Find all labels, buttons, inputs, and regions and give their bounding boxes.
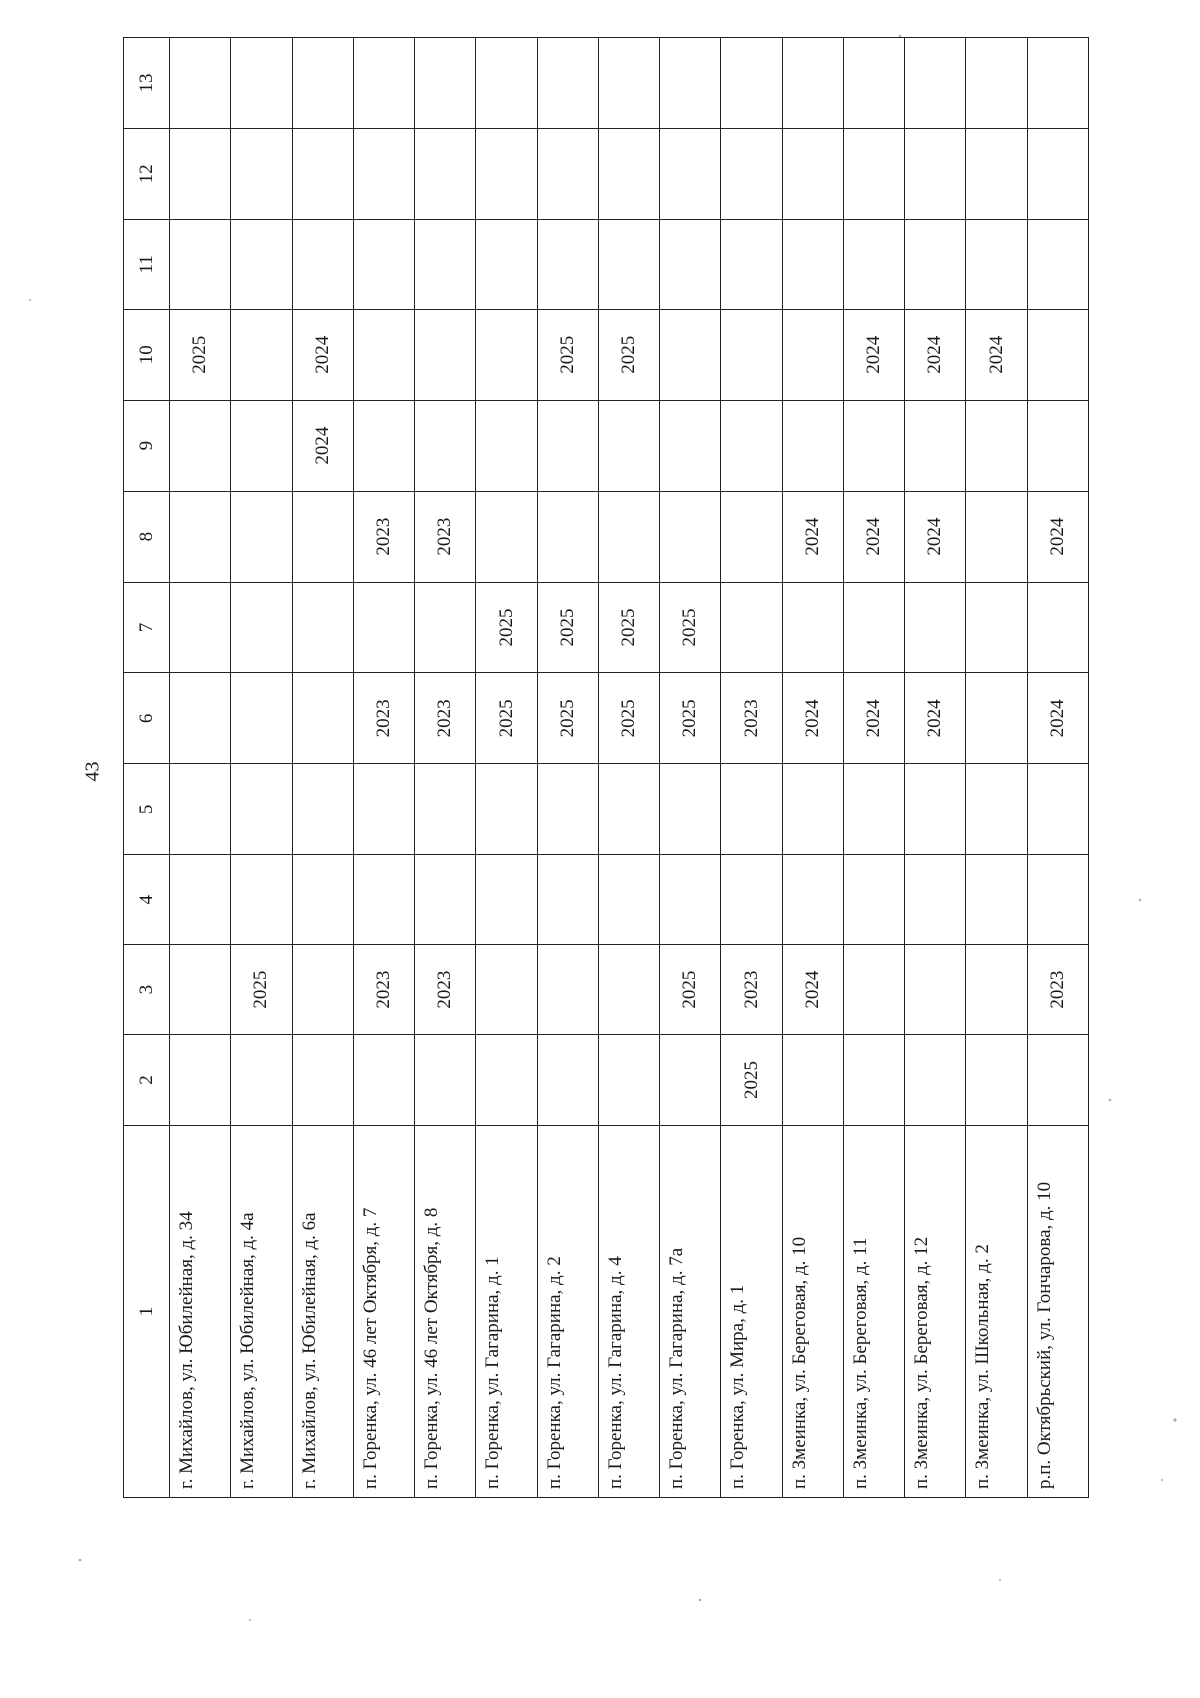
table-row bbox=[1027, 38, 1088, 1498]
year-cell-col-8: 2024 bbox=[782, 491, 843, 582]
year-cell-col-6: 2025 bbox=[598, 673, 659, 764]
year-cell-col-13 bbox=[598, 38, 659, 129]
year-cell-col-13 bbox=[537, 38, 598, 129]
year-cell-col-2 bbox=[415, 1035, 476, 1126]
year-cell-col-5 bbox=[292, 764, 353, 855]
year-cell-col-3 bbox=[292, 945, 353, 1035]
year-cell-col-8 bbox=[231, 491, 292, 582]
year-cell-col-9 bbox=[660, 400, 721, 491]
year-cell-col-4 bbox=[476, 855, 537, 945]
column-header-3: 3 bbox=[124, 945, 170, 1035]
year-cell-col-12 bbox=[415, 128, 476, 219]
column-header-4: 4 bbox=[124, 855, 170, 945]
year-cell-col-4 bbox=[353, 855, 414, 945]
year-cell-col-8: 2024 bbox=[905, 491, 966, 582]
year-cell-col-8 bbox=[660, 491, 721, 582]
year-cell-col-5 bbox=[966, 764, 1027, 855]
year-cell-col-3: 2025 bbox=[660, 945, 721, 1035]
year-cell-col-11 bbox=[292, 219, 353, 309]
year-cell-col-3: 2023 bbox=[353, 945, 414, 1035]
year-cell-col-12 bbox=[905, 128, 966, 219]
year-cell-col-8 bbox=[966, 491, 1027, 582]
year-cell-col-12 bbox=[782, 128, 843, 219]
year-cell-col-6: 2024 bbox=[905, 673, 966, 764]
year-cell-col-2 bbox=[905, 1035, 966, 1126]
address-cell: п. Змеинка, ул. Береговая, д. 12 bbox=[905, 1125, 966, 1497]
year-cell-col-12 bbox=[231, 128, 292, 219]
table-row bbox=[843, 38, 904, 1498]
year-cell-col-10: 2024 bbox=[966, 309, 1027, 400]
year-cell-col-13 bbox=[660, 38, 721, 129]
year-cell-col-11 bbox=[170, 219, 231, 309]
year-cell-col-7 bbox=[782, 582, 843, 673]
year-cell-col-2 bbox=[231, 1035, 292, 1126]
year-cell-col-7 bbox=[966, 582, 1027, 673]
year-cell-col-7 bbox=[353, 582, 414, 673]
year-cell-col-2 bbox=[843, 1035, 904, 1126]
year-cell-col-11 bbox=[721, 219, 782, 309]
year-cell-col-7 bbox=[231, 582, 292, 673]
year-cell-col-7 bbox=[170, 582, 231, 673]
year-cell-col-8 bbox=[598, 491, 659, 582]
table-row bbox=[170, 38, 231, 1498]
year-cell-col-7 bbox=[1027, 582, 1088, 673]
year-cell-col-8 bbox=[476, 491, 537, 582]
year-cell-col-4 bbox=[598, 855, 659, 945]
schedule-table bbox=[123, 37, 1089, 1498]
year-cell-col-9 bbox=[966, 400, 1027, 491]
year-cell-col-12 bbox=[537, 128, 598, 219]
year-cell-col-12 bbox=[966, 128, 1027, 219]
year-cell-col-6: 2025 bbox=[660, 673, 721, 764]
year-cell-col-9 bbox=[415, 400, 476, 491]
rotated-table-wrapper bbox=[123, 37, 1089, 1498]
address-cell: г. Михайлов, ул. Юбилейная, д. 34 bbox=[170, 1125, 231, 1497]
column-header-6: 6 bbox=[124, 673, 170, 764]
year-cell-col-8: 2023 bbox=[353, 491, 414, 582]
year-cell-col-3 bbox=[966, 945, 1027, 1035]
year-cell-col-12 bbox=[721, 128, 782, 219]
year-cell-col-10: 2025 bbox=[598, 309, 659, 400]
year-cell-col-13 bbox=[292, 38, 353, 129]
year-cell-col-6 bbox=[170, 673, 231, 764]
year-cell-col-6: 2024 bbox=[843, 673, 904, 764]
year-cell-col-6: 2023 bbox=[721, 673, 782, 764]
table-row bbox=[966, 38, 1027, 1498]
column-header-12: 12 bbox=[124, 128, 170, 219]
table-row bbox=[660, 38, 721, 1498]
table-row bbox=[476, 38, 537, 1498]
year-cell-col-3 bbox=[537, 945, 598, 1035]
year-cell-col-10 bbox=[782, 309, 843, 400]
year-cell-col-2 bbox=[170, 1035, 231, 1126]
year-cell-col-12 bbox=[170, 128, 231, 219]
year-cell-col-6: 2024 bbox=[782, 673, 843, 764]
year-cell-col-11 bbox=[353, 219, 414, 309]
year-cell-col-5 bbox=[782, 764, 843, 855]
year-cell-col-7 bbox=[292, 582, 353, 673]
year-cell-col-3: 2023 bbox=[721, 945, 782, 1035]
address-cell: п. Горенка, ул. 46 лет Октября, д. 8 bbox=[415, 1125, 476, 1497]
year-cell-col-5 bbox=[1027, 764, 1088, 855]
year-cell-col-2 bbox=[292, 1035, 353, 1126]
year-cell-col-12 bbox=[476, 128, 537, 219]
year-cell-col-2 bbox=[966, 1035, 1027, 1126]
year-cell-col-13 bbox=[905, 38, 966, 129]
address-cell: п. Горенка, ул. 46 лет Октября, д. 7 bbox=[353, 1125, 414, 1497]
year-cell-col-9 bbox=[843, 400, 904, 491]
year-cell-col-4 bbox=[966, 855, 1027, 945]
address-cell: п. Горенка, ул. Гагарина, д. 2 bbox=[537, 1125, 598, 1497]
address-cell: п. Горенка, ул. Гагарина, д. 7а bbox=[660, 1125, 721, 1497]
year-cell-col-12 bbox=[292, 128, 353, 219]
year-cell-col-8 bbox=[292, 491, 353, 582]
year-cell-col-11 bbox=[537, 219, 598, 309]
year-cell-col-10 bbox=[476, 309, 537, 400]
year-cell-col-7 bbox=[905, 582, 966, 673]
column-header-2: 2 bbox=[124, 1035, 170, 1126]
year-cell-col-9 bbox=[1027, 400, 1088, 491]
column-header-11: 11 bbox=[124, 219, 170, 309]
table-row bbox=[598, 38, 659, 1498]
year-cell-col-11 bbox=[231, 219, 292, 309]
year-cell-col-3: 2023 bbox=[415, 945, 476, 1035]
table-row bbox=[537, 38, 598, 1498]
year-cell-col-11 bbox=[966, 219, 1027, 309]
year-cell-col-7 bbox=[721, 582, 782, 673]
year-cell-col-4 bbox=[415, 855, 476, 945]
year-cell-col-10: 2025 bbox=[537, 309, 598, 400]
table-row bbox=[292, 38, 353, 1498]
year-cell-col-6 bbox=[966, 673, 1027, 764]
year-cell-col-8 bbox=[537, 491, 598, 582]
year-cell-col-4 bbox=[905, 855, 966, 945]
column-header-1: 1 bbox=[124, 1125, 170, 1497]
year-cell-col-7: 2025 bbox=[660, 582, 721, 673]
year-cell-col-6: 2024 bbox=[1027, 673, 1088, 764]
address-cell: п. Змеинка, ул. Береговая, д. 11 bbox=[843, 1125, 904, 1497]
year-cell-col-5 bbox=[721, 764, 782, 855]
year-cell-col-4 bbox=[231, 855, 292, 945]
year-cell-col-2 bbox=[353, 1035, 414, 1126]
year-cell-col-8: 2024 bbox=[843, 491, 904, 582]
year-cell-col-7: 2025 bbox=[598, 582, 659, 673]
year-cell-col-4 bbox=[660, 855, 721, 945]
year-cell-col-9 bbox=[598, 400, 659, 491]
year-cell-col-11 bbox=[476, 219, 537, 309]
year-cell-col-4 bbox=[843, 855, 904, 945]
address-cell: п. Горенка, ул. Мира, д. 1 bbox=[721, 1125, 782, 1497]
year-cell-col-12 bbox=[660, 128, 721, 219]
column-header-5: 5 bbox=[124, 764, 170, 855]
year-cell-col-9: 2024 bbox=[292, 400, 353, 491]
year-cell-col-10 bbox=[721, 309, 782, 400]
year-cell-col-10: 2024 bbox=[292, 309, 353, 400]
year-cell-col-5 bbox=[598, 764, 659, 855]
year-cell-col-7 bbox=[843, 582, 904, 673]
year-cell-col-3 bbox=[905, 945, 966, 1035]
year-cell-col-3 bbox=[843, 945, 904, 1035]
year-cell-col-2: 2025 bbox=[721, 1035, 782, 1126]
year-cell-col-8: 2023 bbox=[415, 491, 476, 582]
year-cell-col-11 bbox=[782, 219, 843, 309]
year-cell-col-5 bbox=[660, 764, 721, 855]
year-cell-col-7: 2025 bbox=[476, 582, 537, 673]
year-cell-col-7 bbox=[415, 582, 476, 673]
address-cell: п. Змеинка, ул. Береговая, д. 10 bbox=[782, 1125, 843, 1497]
year-cell-col-10: 2024 bbox=[843, 309, 904, 400]
year-cell-col-8: 2024 bbox=[1027, 491, 1088, 582]
year-cell-col-7: 2025 bbox=[537, 582, 598, 673]
year-cell-col-9 bbox=[170, 400, 231, 491]
year-cell-col-11 bbox=[415, 219, 476, 309]
year-cell-col-9 bbox=[476, 400, 537, 491]
year-cell-col-4 bbox=[1027, 855, 1088, 945]
header-row bbox=[124, 38, 170, 1498]
year-cell-col-9 bbox=[782, 400, 843, 491]
year-cell-col-6: 2023 bbox=[353, 673, 414, 764]
year-cell-col-12 bbox=[353, 128, 414, 219]
year-cell-col-13 bbox=[843, 38, 904, 129]
year-cell-col-9 bbox=[721, 400, 782, 491]
year-cell-col-8 bbox=[721, 491, 782, 582]
year-cell-col-12 bbox=[843, 128, 904, 219]
year-cell-col-6 bbox=[231, 673, 292, 764]
table-row bbox=[721, 38, 782, 1498]
year-cell-col-13 bbox=[415, 38, 476, 129]
year-cell-col-12 bbox=[1027, 128, 1088, 219]
year-cell-col-10 bbox=[660, 309, 721, 400]
year-cell-col-11 bbox=[843, 219, 904, 309]
year-cell-col-13 bbox=[353, 38, 414, 129]
table-body bbox=[170, 38, 1089, 1498]
year-cell-col-8 bbox=[170, 491, 231, 582]
address-cell: р.п. Октябрьский, ул. Гончарова, д. 10 bbox=[1027, 1125, 1088, 1497]
year-cell-col-9 bbox=[353, 400, 414, 491]
year-cell-col-3: 2023 bbox=[1027, 945, 1088, 1035]
year-cell-col-4 bbox=[782, 855, 843, 945]
column-header-8: 8 bbox=[124, 491, 170, 582]
year-cell-col-5 bbox=[476, 764, 537, 855]
year-cell-col-5 bbox=[353, 764, 414, 855]
year-cell-col-13 bbox=[966, 38, 1027, 129]
year-cell-col-11 bbox=[905, 219, 966, 309]
year-cell-col-4 bbox=[292, 855, 353, 945]
address-cell: п. Горенка, ул. Гагарина, д. 1 bbox=[476, 1125, 537, 1497]
year-cell-col-6: 2025 bbox=[476, 673, 537, 764]
year-cell-col-3 bbox=[476, 945, 537, 1035]
year-cell-col-6: 2023 bbox=[415, 673, 476, 764]
year-cell-col-10: 2025 bbox=[170, 309, 231, 400]
year-cell-col-10 bbox=[415, 309, 476, 400]
year-cell-col-3: 2025 bbox=[231, 945, 292, 1035]
column-header-13: 13 bbox=[124, 38, 170, 129]
year-cell-col-2 bbox=[1027, 1035, 1088, 1126]
year-cell-col-10: 2024 bbox=[905, 309, 966, 400]
year-cell-col-4 bbox=[170, 855, 231, 945]
table-row bbox=[782, 38, 843, 1498]
year-cell-col-12 bbox=[598, 128, 659, 219]
table-row bbox=[231, 38, 292, 1498]
year-cell-col-11 bbox=[1027, 219, 1088, 309]
table-row bbox=[415, 38, 476, 1498]
year-cell-col-13 bbox=[170, 38, 231, 129]
year-cell-col-4 bbox=[537, 855, 598, 945]
year-cell-col-2 bbox=[598, 1035, 659, 1126]
year-cell-col-13 bbox=[721, 38, 782, 129]
address-cell: г. Михайлов, ул. Юбилейная, д. 4а bbox=[231, 1125, 292, 1497]
year-cell-col-2 bbox=[476, 1035, 537, 1126]
year-cell-col-3 bbox=[170, 945, 231, 1035]
year-cell-col-13 bbox=[231, 38, 292, 129]
year-cell-col-11 bbox=[660, 219, 721, 309]
address-cell: г. Михайлов, ул. Юбилейная, д. 6а bbox=[292, 1125, 353, 1497]
year-cell-col-5 bbox=[170, 764, 231, 855]
year-cell-col-3: 2024 bbox=[782, 945, 843, 1035]
year-cell-col-5 bbox=[843, 764, 904, 855]
year-cell-col-5 bbox=[905, 764, 966, 855]
year-cell-col-2 bbox=[660, 1035, 721, 1126]
year-cell-col-6 bbox=[292, 673, 353, 764]
page-number: 43 bbox=[81, 761, 104, 782]
year-cell-col-9 bbox=[905, 400, 966, 491]
year-cell-col-3 bbox=[598, 945, 659, 1035]
table-row bbox=[353, 38, 414, 1498]
table-row bbox=[905, 38, 966, 1498]
schedule-table-frame bbox=[123, 37, 1089, 1498]
year-cell-col-5 bbox=[537, 764, 598, 855]
year-cell-col-13 bbox=[476, 38, 537, 129]
column-header-7: 7 bbox=[124, 582, 170, 673]
year-cell-col-6: 2025 bbox=[537, 673, 598, 764]
year-cell-col-4 bbox=[721, 855, 782, 945]
year-cell-col-13 bbox=[782, 38, 843, 129]
year-cell-col-10 bbox=[1027, 309, 1088, 400]
address-cell: п. Змеинка, ул. Школьная, д. 2 bbox=[966, 1125, 1027, 1497]
year-cell-col-2 bbox=[537, 1035, 598, 1126]
year-cell-col-2 bbox=[782, 1035, 843, 1126]
year-cell-col-11 bbox=[598, 219, 659, 309]
year-cell-col-9 bbox=[231, 400, 292, 491]
year-cell-col-10 bbox=[353, 309, 414, 400]
column-header-10: 10 bbox=[124, 309, 170, 400]
year-cell-col-5 bbox=[231, 764, 292, 855]
column-header-9: 9 bbox=[124, 400, 170, 491]
year-cell-col-5 bbox=[415, 764, 476, 855]
address-cell: п. Горенка, ул. Гагарина, д. 4 bbox=[598, 1125, 659, 1497]
year-cell-col-13 bbox=[1027, 38, 1088, 129]
year-cell-col-9 bbox=[537, 400, 598, 491]
year-cell-col-10 bbox=[231, 309, 292, 400]
